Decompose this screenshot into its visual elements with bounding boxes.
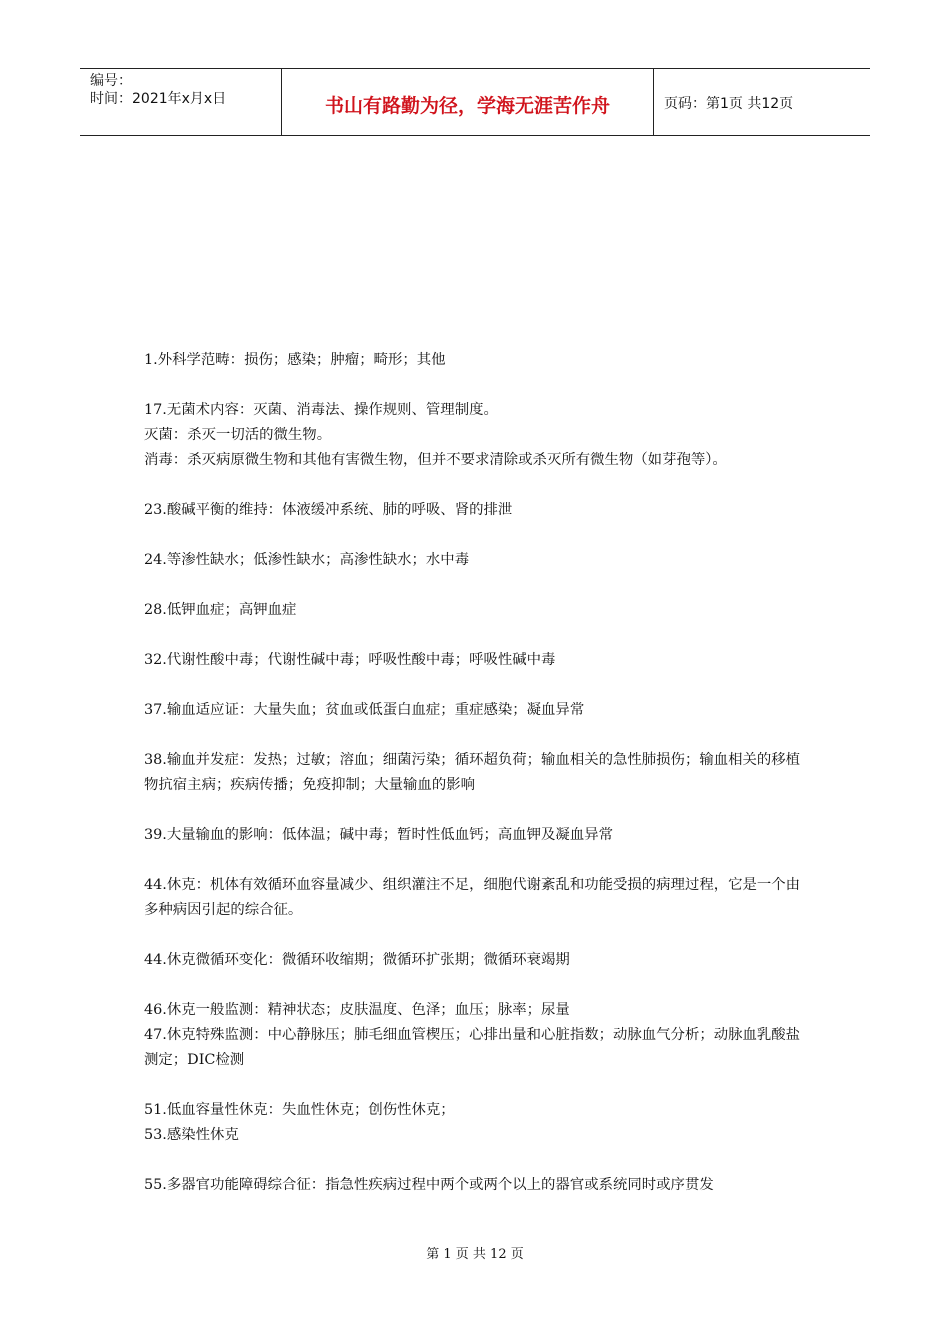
body-paragraph: 44.休克微循环变化：微循环收缩期；微循环扩张期；微循环衰竭期	[144, 952, 570, 968]
header-meta	[80, 69, 282, 135]
body-paragraph: 37.输血适应证：大量失血；贫血或低蛋白血症；重症感染；凝血异常	[144, 702, 585, 718]
body-paragraph: 1.外科学范畴：损伤；感染；肿瘤；畸形；其他	[144, 352, 446, 368]
body-paragraph: 23.酸碱平衡的维持：体液缓冲系统、肺的呼吸、肾的排泄	[144, 502, 513, 518]
body-paragraph: 51.低血容量性休克：失血性休克；创伤性休克；	[144, 1102, 455, 1118]
body-paragraph: 46.休克一般监测：精神状态；皮肤温度、色泽；血压；脉率；尿量	[144, 1002, 570, 1018]
body-paragraph: 47.休克特殊监测：中心静脉压；肺毛细血管楔压；心排出量和心脏指数；动脉血气分析；动脉血乳酸盐测定；DIC检测	[144, 1027, 801, 1068]
page-footer: 第 1 页 共 12 页	[426, 1247, 524, 1262]
body-paragraph: 灭菌：杀灭一切活的微生物。	[144, 427, 332, 443]
document-body	[144, 348, 812, 1198]
body-paragraph: 28.低钾血症；高钾血症	[144, 602, 297, 618]
body-paragraph: 55.多器官功能障碍综合征：指急性疾病过程中两个或两个以上的器官或系统同时或序贯发	[144, 1177, 714, 1193]
time-label: 时间：2021年x月x日	[90, 91, 227, 107]
body-paragraph: 44.休克：机体有效循环血容量减少、组织灌注不足，细胞代谢紊乱和功能受损的病理过程，它是一个由多种病因引起的综合征。	[144, 877, 801, 918]
body-paragraph: 32.代谢性酸中毒；代谢性碱中毒；呼吸性酸中毒；呼吸性碱中毒	[144, 652, 556, 668]
body-paragraph: 消毒：杀灭病原微生物和其他有害微生物，但并不要求清除或杀灭所有微生物（如芽孢等）。	[144, 452, 727, 468]
document-header	[80, 68, 870, 136]
body-paragraph: 38.输血并发症：发热；过敏；溶血；细菌污染；循环超负荷；输血相关的急性肺损伤；输血相关的移植物抗宿主病；疾病传播；免疫抑制；大量输血的影响	[144, 752, 801, 793]
body-paragraph: 24.等渗性缺水；低渗性缺水；高渗性缺水；水中毒	[144, 552, 470, 568]
body-paragraph: 17.无菌术内容：灭菌、消毒法、操作规则、管理制度。	[144, 402, 498, 418]
body-paragraph: 53.感染性休克	[144, 1127, 239, 1143]
serial-label: 编号：	[90, 73, 132, 89]
header-motto: 书山有路勤为径，学海无涯苦作舟	[282, 69, 654, 135]
header-page-info: 页码：第1页 共12页	[664, 96, 794, 112]
body-paragraph: 39.大量输血的影响：低体温；碱中毒；暂时性低血钙；高血钾及凝血异常	[144, 827, 613, 843]
